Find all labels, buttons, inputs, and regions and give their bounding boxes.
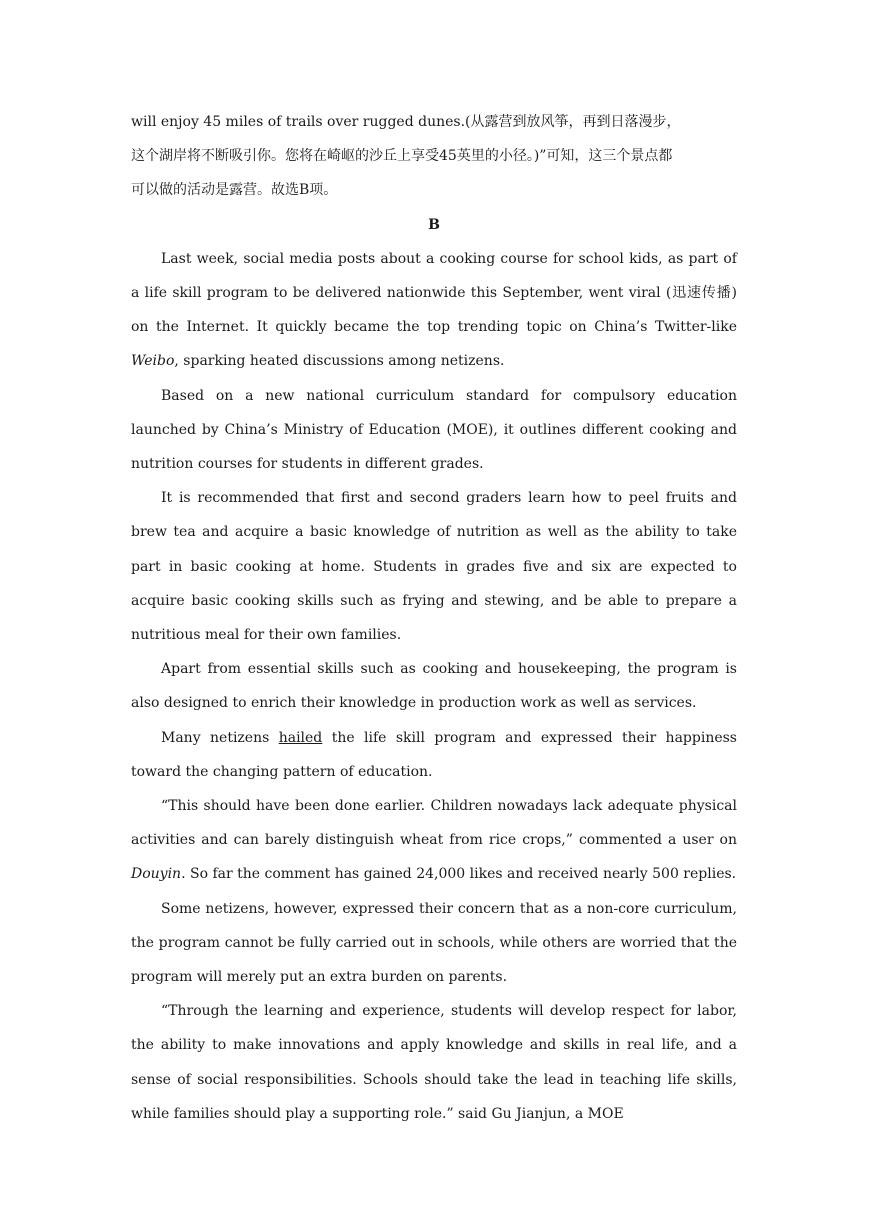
document-page — [131, 105, 737, 1131]
weibo-italic: Weibo — [131, 353, 175, 370]
intro-line-3: 可以做的活动是露营。故选B项。 — [131, 182, 338, 199]
paragraph-6-text-b: . So far the comment has gained 24,000 likes and received nearly 500 replies. — [181, 866, 737, 883]
paragraph-7: Some netizens, however, expressed their concern that as a non-core curriculum, the program cannot be fully carried out in schools, while others are worried that the program will merely put an extra burden on parents. — [131, 900, 737, 986]
paragraph-2: Based on a new national curriculum standard for compulsory education launched by China’s Ministry of Education (MOE), it outlines different cooking and nutrition courses for students in different grades. — [131, 387, 737, 473]
intro-line-1: will enjoy 45 miles of trails over rugged dunes.(从露营到放风筝，再到日落漫步， — [131, 114, 681, 130]
paragraph-8: “Through the learning and experience, students will develop respect for labor, the ability to make innovations and apply knowledge and skills in real life, and a sense of social responsibilities. Schools should take the lead in teaching life skills, while families should play a supporting role.” said Gu Jianjun, a MOE — [131, 1003, 737, 1122]
paragraph-5 — [131, 721, 737, 789]
douyin-italic: Douyin — [131, 866, 182, 883]
paragraph-6 — [131, 789, 737, 892]
paragraph-3: It is recommended that first and second graders learn how to peel fruits and brew tea and acquire a basic knowledge of nutrition as well as the ability to take part in basic cooking at home. Students in grades five and six are expected to acquire basic cooking skills such as frying and stewing, and be able to prepare a nutritious meal for their own families. — [131, 490, 737, 644]
intro-paragraph — [131, 105, 737, 208]
paragraph-5-after: the life skill program and expressed their happiness toward the changing pattern of education. — [131, 729, 737, 780]
paragraph-1 — [131, 242, 737, 379]
paragraph-4: Apart from essential skills such as cooking and housekeeping, the program is also designed to enrich their knowledge in production work as well as services. — [131, 661, 737, 712]
section-heading: B — [428, 216, 440, 233]
paragraph-5-before: Many netizens — [161, 729, 279, 746]
intro-line-2: 这个湖岸将不断吸引你。您将在崎岖的沙丘上享受45英里的小径。)”可知，这三个景点都 — [131, 148, 673, 165]
paragraph-1-text-a: Last week, social media posts about a cooking course for school kids, as part of a life skill program to be delivered nationwide this September, went viral (迅速传播) on the Internet. It quickly became the top trending topic on China’s Twitter-like — [131, 250, 737, 336]
paragraph-1-text-b: , sparking heated discussions among netizens. — [174, 353, 505, 370]
hailed-underlined-word: hailed — [278, 729, 323, 746]
paragraph-6-text-a: “This should have been done earlier. Children nowadays lack adequate physical activities and can barely distinguish wheat from rice crops,” commented a user on — [131, 798, 737, 849]
